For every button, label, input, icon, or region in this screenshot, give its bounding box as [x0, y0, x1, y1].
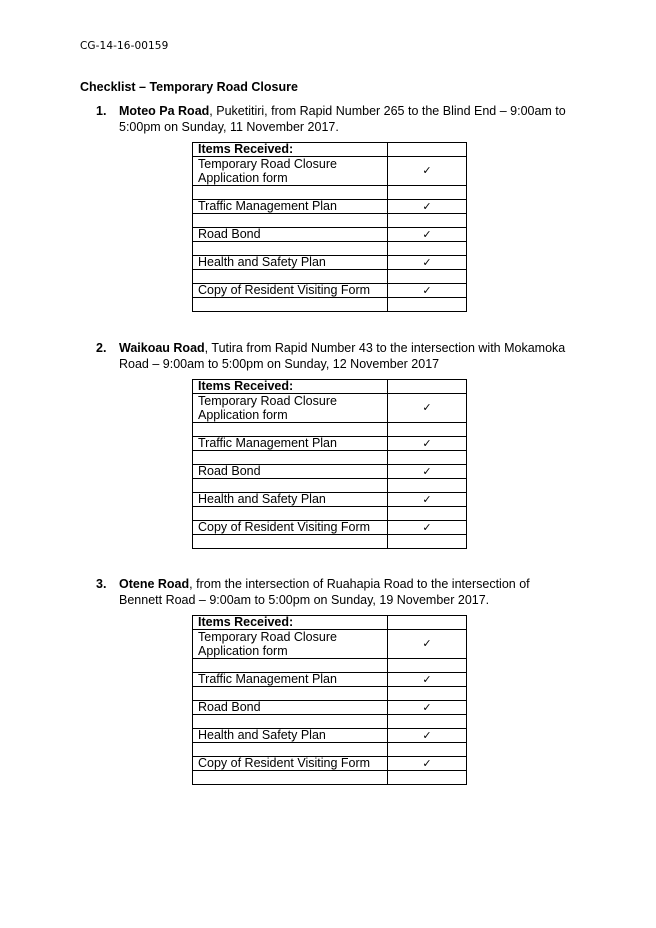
- road-name: Waikoau Road: [119, 341, 205, 355]
- checkmark-icon: ✓: [388, 284, 467, 298]
- spacer-cell: [388, 687, 467, 701]
- checkmark-icon: ✓: [388, 200, 467, 214]
- item-description: [119, 340, 576, 372]
- checkmark-icon: ✓: [388, 729, 467, 743]
- items-received-table-2: [192, 379, 467, 549]
- spacer-cell: [388, 659, 467, 673]
- spacer-cell: [193, 715, 388, 729]
- row-label: Copy of Resident Visiting Form: [193, 757, 388, 771]
- row-label: Traffic Management Plan: [193, 673, 388, 687]
- spacer-cell: [388, 423, 467, 437]
- checklist-item-3: [96, 576, 576, 608]
- items-received-table-1: [192, 142, 467, 312]
- spacer-cell: [388, 743, 467, 757]
- header-blank-cell: [388, 616, 467, 630]
- spacer-cell: [193, 186, 388, 200]
- spacer-cell: [388, 451, 467, 465]
- spacer-cell: [388, 507, 467, 521]
- row-label: Temporary Road Closure Application form: [193, 157, 388, 186]
- checkmark-icon: ✓: [388, 701, 467, 715]
- checklist-item-2: [96, 340, 576, 372]
- header-blank-cell: [388, 143, 467, 157]
- spacer-cell: [193, 242, 388, 256]
- table-header: Items Received:: [193, 143, 388, 157]
- page-title: Checklist – Temporary Road Closure: [80, 80, 298, 94]
- row-label: Health and Safety Plan: [193, 729, 388, 743]
- checkmark-icon: ✓: [388, 465, 467, 479]
- closure-details: , Tutira from Rapid Number 43 to the intersection with Mokamoka Road – 9:00am to 5:00pm on Sunday, 12 November 2017: [119, 341, 566, 371]
- row-label: Traffic Management Plan: [193, 200, 388, 214]
- spacer-cell: [388, 214, 467, 228]
- row-label: Temporary Road Closure Application form: [193, 630, 388, 659]
- checkmark-icon: ✓: [388, 493, 467, 507]
- spacer-cell: [193, 451, 388, 465]
- row-label: Traffic Management Plan: [193, 437, 388, 451]
- checkmark-icon: ✓: [388, 394, 467, 423]
- table-header: Items Received:: [193, 380, 388, 394]
- closure-details: , Puketitiri, from Rapid Number 265 to the Blind End – 9:00am to 5:00pm on Sunday, 11 November 2017.: [119, 104, 566, 134]
- table-header: Items Received:: [193, 616, 388, 630]
- spacer-cell: [193, 535, 388, 549]
- spacer-cell: [388, 298, 467, 312]
- spacer-cell: [388, 715, 467, 729]
- closure-details: , from the intersection of Ruahapia Road to the intersection of Bennett Road – 9:00am to 5:00pm on Sunday, 19 November 2017.: [119, 577, 530, 607]
- checkmark-icon: ✓: [388, 630, 467, 659]
- row-label: Health and Safety Plan: [193, 256, 388, 270]
- spacer-cell: [193, 507, 388, 521]
- spacer-cell: [388, 535, 467, 549]
- spacer-cell: [193, 771, 388, 785]
- checklist-item-1: [96, 103, 576, 135]
- spacer-cell: [388, 270, 467, 284]
- spacer-cell: [193, 298, 388, 312]
- road-name: Moteo Pa Road: [119, 104, 210, 118]
- item-description: [119, 103, 576, 135]
- spacer-cell: [193, 479, 388, 493]
- spacer-cell: [193, 423, 388, 437]
- checkmark-icon: ✓: [388, 228, 467, 242]
- spacer-cell: [388, 479, 467, 493]
- spacer-cell: [388, 242, 467, 256]
- row-label: Health and Safety Plan: [193, 493, 388, 507]
- header-blank-cell: [388, 380, 467, 394]
- items-received-table-3: [192, 615, 467, 785]
- checkmark-icon: ✓: [388, 521, 467, 535]
- checkmark-icon: ✓: [388, 157, 467, 186]
- spacer-cell: [193, 743, 388, 757]
- row-label: Copy of Resident Visiting Form: [193, 284, 388, 298]
- spacer-cell: [193, 687, 388, 701]
- item-number: 1.: [96, 104, 107, 118]
- row-label: Temporary Road Closure Application form: [193, 394, 388, 423]
- checkmark-icon: ✓: [388, 673, 467, 687]
- spacer-cell: [193, 270, 388, 284]
- row-label: Road Bond: [193, 228, 388, 242]
- item-number: 2.: [96, 341, 107, 355]
- spacer-cell: [193, 214, 388, 228]
- item-number: 3.: [96, 577, 107, 591]
- spacer-cell: [193, 659, 388, 673]
- item-description: [119, 576, 576, 608]
- spacer-cell: [388, 771, 467, 785]
- row-label: Road Bond: [193, 701, 388, 715]
- checkmark-icon: ✓: [388, 437, 467, 451]
- checkmark-icon: ✓: [388, 757, 467, 771]
- document-id: CG-14-16-00159: [80, 40, 169, 52]
- checkmark-icon: ✓: [388, 256, 467, 270]
- row-label: Copy of Resident Visiting Form: [193, 521, 388, 535]
- spacer-cell: [388, 186, 467, 200]
- road-name: Otene Road: [119, 577, 190, 591]
- row-label: Road Bond: [193, 465, 388, 479]
